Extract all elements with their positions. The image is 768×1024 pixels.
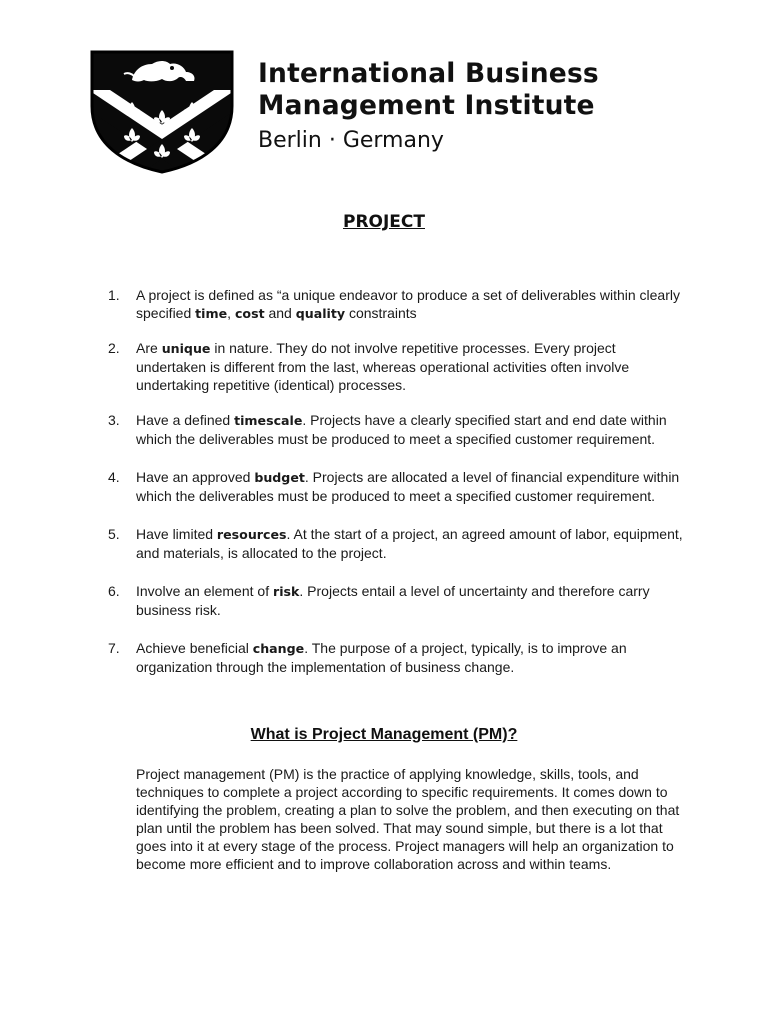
list-item (108, 286, 688, 323)
list-item-text: Involve an element of (136, 583, 273, 599)
institute-crest-logo (88, 48, 236, 174)
list-item-text: A project is defined as “a unique endeavor to produce a set of deliverables within clearly specified (136, 287, 680, 321)
list-item-keyword: budget (254, 470, 305, 485)
list-item-keyword: change (252, 641, 305, 656)
list-item-text: . The purpose of a project, typically, is to improve an organization through the implementation of business change. (136, 640, 627, 675)
list-item-text: . At the start of a project, an agreed amount of labor, equipment, and materials, is allocated to the project. (136, 526, 683, 561)
list-item-text: Achieve beneficial (136, 640, 253, 656)
list-item (108, 582, 688, 619)
list-item (108, 525, 688, 562)
body-paragraph: Project management (PM) is the practice of applying knowledge, skills, tools, and techniques to complete a project according to specific requirements. It comes down to identifying the problem, creating a plan to solve the problem, and then executing on that plan until the problem has been solved. That may sound simple, but there is a lot that goes into it at every stage of the process. Project managers will help an organization to become more efficient and to improve collaboration across and within teams. (136, 766, 680, 872)
list-item-text: . Projects entail a level of uncertainty and therefore carry business risk. (136, 583, 650, 618)
list-item-text: and (264, 305, 296, 321)
list-item-keyword: timescale (234, 413, 303, 428)
institution-name-line-2: Management Institute (258, 90, 595, 121)
list-item (108, 468, 688, 505)
list-item-keyword: resources (216, 527, 287, 542)
list-item-text: . Projects have a clearly specified start and end date within which the deliverables must be produced to meet a specified customer requirement. (136, 412, 667, 447)
list-item (108, 411, 688, 448)
project-characteristics-list (108, 286, 688, 676)
list-item-number: 2. (108, 340, 120, 356)
list-item-text: Have a defined (136, 412, 235, 428)
list-item (108, 639, 688, 676)
list-item-text: in nature. They do not involve repetitive processes. Every project undertaken is different from the last, whereas operational activities often involve undertaking repetitive (identical) processes. (136, 340, 630, 393)
list-item-keyword: unique (161, 341, 211, 356)
page-title: PROJECT (342, 212, 425, 232)
list-item-keyword: time (195, 306, 228, 321)
institution-location: Berlin · Germany (258, 128, 444, 153)
list-item-text: constraints (345, 305, 417, 321)
list-item-text: Are (136, 340, 162, 356)
list-item-number: 7. (108, 640, 120, 656)
list-item-keyword: cost (234, 306, 265, 321)
list-item (108, 339, 688, 394)
institution-name-block (258, 58, 599, 158)
list-item-text: . Projects are allocated a level of financial expenditure within which the deliverables must be produced to meet a specified customer requirement. (136, 469, 680, 504)
list-item-text: , (227, 305, 235, 321)
list-item-text: Have limited (136, 526, 217, 542)
section-heading: What is Project Management (PM)? (250, 726, 518, 743)
list-item-number: 1. (108, 287, 120, 303)
institution-name-line-1: International Business (258, 58, 599, 89)
list-item-number: 4. (108, 469, 120, 485)
list-item-number: 3. (108, 412, 120, 428)
list-item-text: Have an approved (136, 469, 255, 485)
list-item-number: 5. (108, 526, 120, 542)
letterhead (88, 48, 708, 178)
list-item-number: 6. (108, 583, 120, 599)
list-item-keyword: quality (295, 306, 346, 321)
list-item-keyword: risk (272, 584, 300, 599)
